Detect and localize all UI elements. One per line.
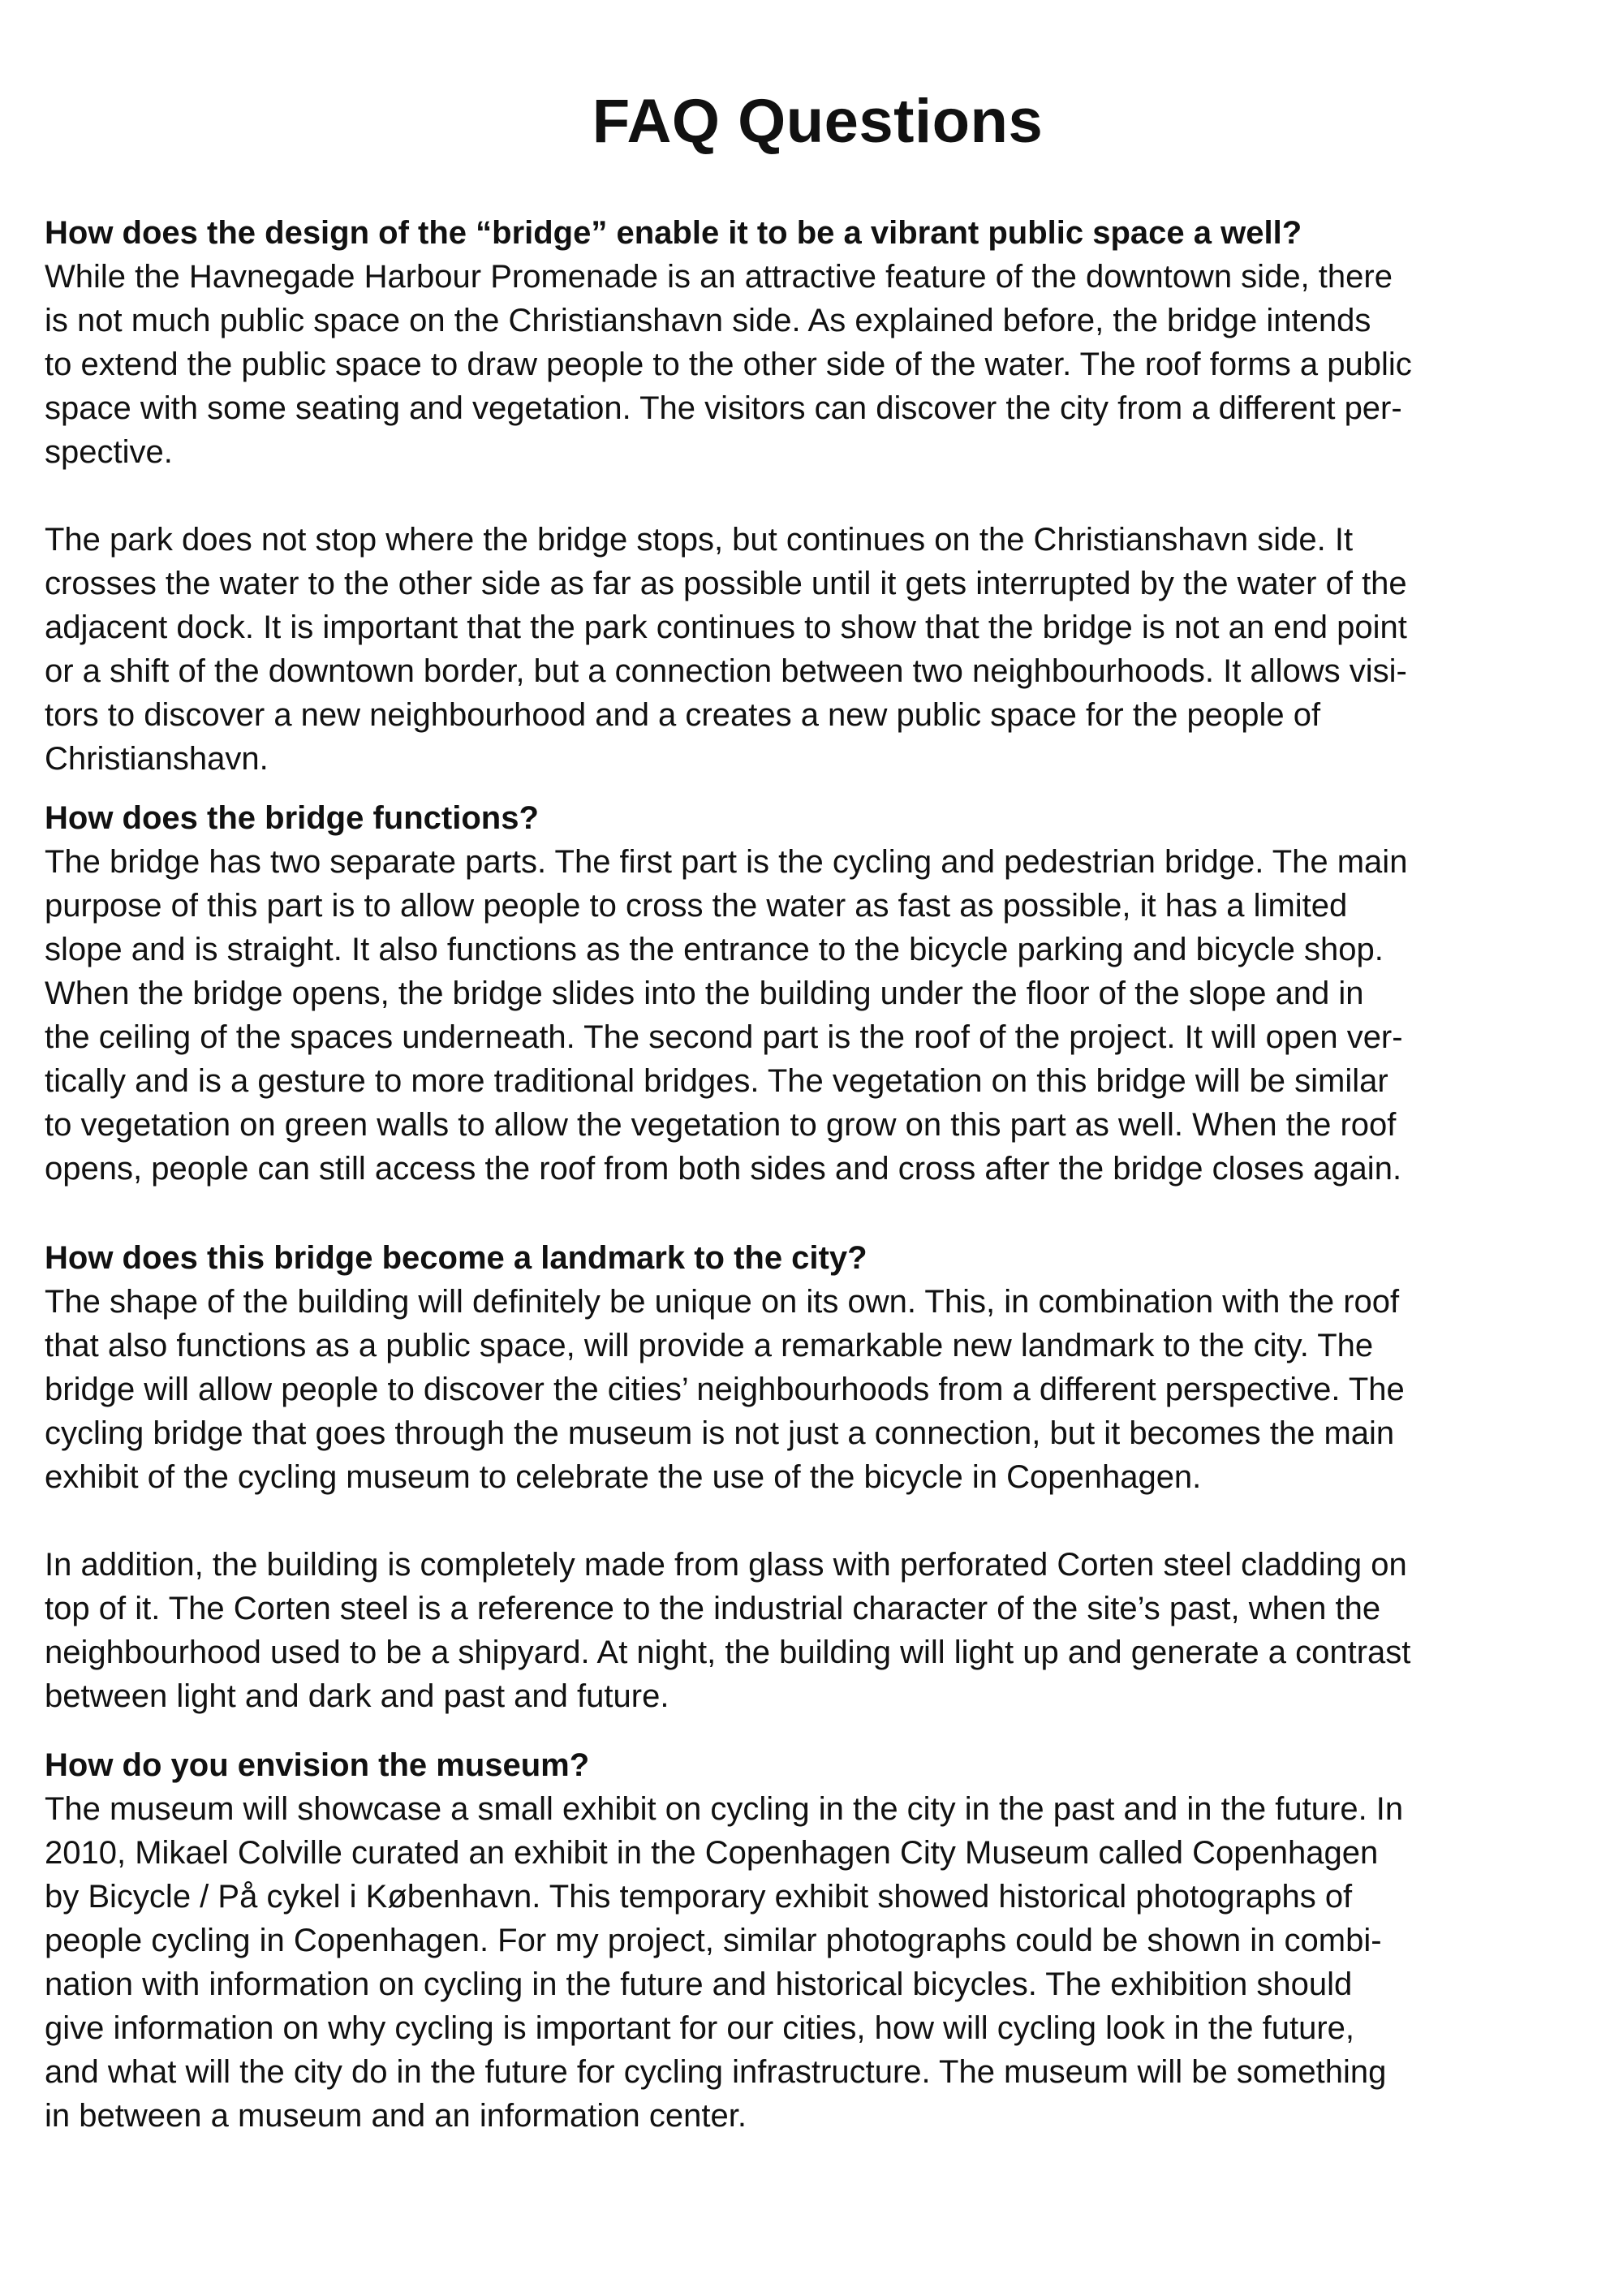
text-line: is not much public space on the Christianshavn side. As explained before, the bridge intends xyxy=(45,303,1371,338)
text-line: people cycling in Copenhagen. For my project, similar photographs could be shown in combi- xyxy=(45,1923,1382,1958)
faq-paragraph xyxy=(45,518,1582,781)
faq-question: How do you envision the museum? xyxy=(45,1747,590,1783)
text-line: The museum will showcase a small exhibit on cycling in the city in the past and in the future. In xyxy=(45,1791,1404,1827)
text-line: adjacent dock. It is important that the park continues to show that the bridge is not an end point xyxy=(45,610,1407,645)
text-line: When the bridge opens, the bridge slides into the building under the floor of the slope and in xyxy=(45,976,1364,1011)
faq-section xyxy=(45,796,1582,1191)
text-line: the ceiling of the spaces underneath. The second part is the roof of the project. It will open ver- xyxy=(45,1019,1403,1055)
page-title: FAQ Questions xyxy=(592,87,1044,156)
text-line: in between a museum and an information center. xyxy=(45,2098,747,2134)
text-line: top of it. The Corten steel is a reference to the industrial character of the site’s past, when the xyxy=(45,1591,1381,1626)
text-line: tically and is a gesture to more traditional bridges. The vegetation on this bridge will be similar xyxy=(45,1063,1388,1099)
text-line: slope and is straight. It also functions as the entrance to the bicycle parking and bicycle shop. xyxy=(45,932,1384,967)
text-line: by Bicycle / På cykel i København. This temporary exhibit showed historical photographs of xyxy=(45,1879,1353,1915)
text-line: to vegetation on green walls to allow the vegetation to grow on this part as well. When the roof xyxy=(45,1107,1397,1143)
text-line: space with some seating and vegetation. The visitors can discover the city from a different per- xyxy=(45,390,1402,426)
faq-paragraph xyxy=(45,255,1582,474)
text-line: to extend the public space to draw people to the other side of the water. The roof forms a public xyxy=(45,347,1412,382)
text-line: opens, people can still access the roof from both sides and cross after the bridge closes again. xyxy=(45,1151,1402,1187)
faq-paragraph xyxy=(45,1543,1582,1718)
faq-section xyxy=(45,1743,1582,2138)
text-line: and what will the city do in the future for cycling infrastructure. The museum will be something xyxy=(45,2054,1387,2090)
text-line: bridge will allow people to discover the cities’ neighbourhoods from a different perspective. The xyxy=(45,1372,1405,1407)
text-line: neighbourhood used to be a shipyard. At night, the building will light up and generate a contrast xyxy=(45,1635,1411,1670)
text-line: give information on why cycling is important for our cities, how will cycling look in the future, xyxy=(45,2010,1355,2046)
text-line: spective. xyxy=(45,434,173,470)
text-line: The shape of the building will definitely be unique on its own. This, in combination with the roof xyxy=(45,1284,1400,1320)
text-line: exhibit of the cycling museum to celebrate the use of the bicycle in Copenhagen. xyxy=(45,1459,1202,1495)
text-line: 2010, Mikael Colville curated an exhibit in the Copenhagen City Museum called Copenhagen xyxy=(45,1835,1379,1871)
text-line: crosses the water to the other side as far as possible until it gets interrupted by the water of the xyxy=(45,566,1407,601)
text-line: tors to discover a new neighbourhood and a creates a new public space for the people of xyxy=(45,697,1321,733)
text-line: While the Havnegade Harbour Promenade is an attractive feature of the downtown side, there xyxy=(45,259,1393,295)
text-line: Christianshavn. xyxy=(45,741,269,777)
text-line: In addition, the building is completely made from glass with perforated Corten steel cladding on xyxy=(45,1547,1407,1583)
faq-question: How does the bridge functions? xyxy=(45,800,539,836)
text-line: between light and dark and past and future. xyxy=(45,1678,669,1714)
faq-paragraph xyxy=(45,840,1582,1191)
text-line: nation with information on cycling in the future and historical bicycles. The exhibition should xyxy=(45,1966,1353,2002)
text-line: that also functions as a public space, will provide a remarkable new landmark to the city. The xyxy=(45,1328,1374,1363)
text-line: or a shift of the downtown border, but a connection between two neighbourhoods. It allows visi- xyxy=(45,653,1407,689)
text-line: cycling bridge that goes through the museum is not just a connection, but it becomes the main xyxy=(45,1415,1395,1451)
faq-section xyxy=(45,211,1582,781)
text-line: purpose of this part is to allow people to cross the water as fast as possible, it has a limited xyxy=(45,888,1348,924)
faq-question: How does the design of the “bridge” enable it to be a vibrant public space a well? xyxy=(45,215,1302,251)
text-line: The bridge has two separate parts. The first part is the cycling and pedestrian bridge. The main xyxy=(45,844,1408,880)
faq-question: How does this bridge become a landmark to the city? xyxy=(45,1240,867,1276)
text-line: The park does not stop where the bridge stops, but continues on the Christianshavn side. It xyxy=(45,522,1354,558)
faq-section xyxy=(45,1236,1582,1718)
faq-paragraph xyxy=(45,1280,1582,1499)
faq-paragraph xyxy=(45,1787,1582,2138)
